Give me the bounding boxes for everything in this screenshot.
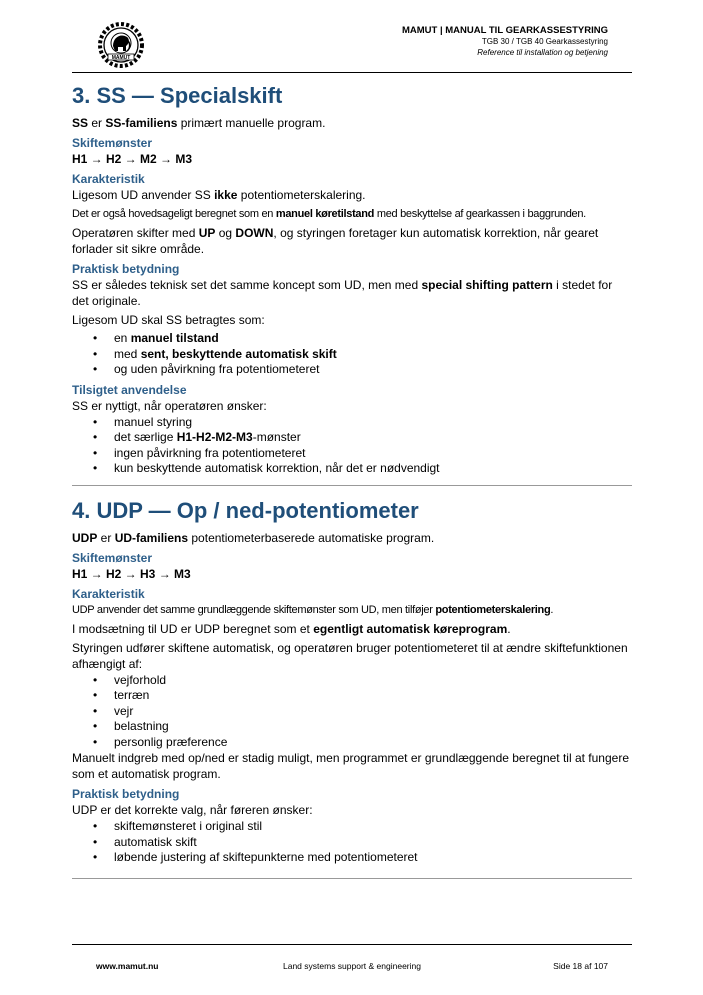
list-item: • vejr bbox=[114, 704, 632, 720]
document-title: MAMUT | MANUAL TIL GEARKASSESTYRING bbox=[401, 25, 608, 36]
section-intro: UDP er UD-familiens potentiometerbaserede automatiske program. bbox=[72, 530, 435, 545]
svg-text:MAMUT: MAMUT bbox=[111, 55, 131, 61]
paragraph: Ligesom UD skal SS betragtes som: bbox=[72, 313, 265, 327]
list-item: • skiftemønsteret i original stil bbox=[114, 819, 632, 835]
list-item: • ingen påvirkning fra potentiometeret bbox=[114, 446, 632, 462]
shift-pattern: H1 → H2 → H3 → M3 bbox=[72, 566, 191, 581]
list-item: • og uden påvirkning fra potentiometeret bbox=[114, 362, 632, 378]
list-item: • vejforhold bbox=[114, 673, 632, 689]
section-intro: SS er SS-familiens primært manuelle program. bbox=[72, 116, 326, 130]
paragraph: Manuelt indgreb med op/ned er stadig muligt, men programmet er grundlæggende beregnet til at fungere som et automatisk program. bbox=[72, 751, 629, 781]
footer-website: www.mamut.nu bbox=[96, 961, 159, 971]
list-item: • en manuel tilstand bbox=[114, 331, 632, 347]
footer-tagline: Land systems support & engineering bbox=[283, 961, 421, 971]
section-ss bbox=[72, 81, 632, 477]
section-udp bbox=[72, 496, 632, 866]
page-header bbox=[72, 14, 632, 73]
section-divider bbox=[72, 485, 632, 486]
paragraph: Det er også hovedsageligt beregnet som en manuel køretilstand med beskyttelse af gearkassen i baggrunden. bbox=[72, 208, 586, 220]
bullet-list bbox=[72, 415, 632, 477]
list-item: • automatisk skift bbox=[114, 835, 632, 851]
paragraph: Ligesom UD anvender SS ikke potentiometerskalering. bbox=[72, 188, 366, 202]
document-note: Reference til installation og betjening bbox=[477, 47, 608, 57]
mamut-logo bbox=[96, 20, 146, 70]
list-item: • løbende justering af skiftepunkterne med potentiometeret bbox=[114, 850, 632, 866]
paragraph: Operatøren skifter med UP og DOWN, og styringen foretager kun automatisk korrektion, når gearet forlader sit sikre område. bbox=[72, 226, 599, 256]
shift-pattern: H1 → H2 → M2 → M3 bbox=[72, 152, 193, 166]
bullet-list bbox=[72, 819, 632, 866]
subheading-characteristics: Karakteristik bbox=[72, 172, 145, 186]
list-item: • personlig præference bbox=[114, 735, 632, 751]
list-item: • kun beskyttende automatisk korrektion, når det er nødvendigt bbox=[114, 461, 632, 477]
list-item: • belastning bbox=[114, 719, 632, 735]
bullet-list bbox=[72, 673, 632, 751]
paragraph: SS er nyttigt, når operatøren ønsker: bbox=[72, 398, 267, 413]
page-content bbox=[72, 81, 632, 889]
subheading-characteristics: Karakteristik bbox=[72, 586, 145, 601]
paragraph: SS er således teknisk set det samme koncept som UD, men med special shifting pattern i stedet for det originale. bbox=[72, 278, 613, 308]
document-subtitle: TGB 30 / TGB 40 Gearkassestyring bbox=[481, 37, 608, 46]
subheading-practical: Praktisk betydning bbox=[72, 262, 180, 276]
subheading-pattern: Skiftemønster bbox=[72, 136, 153, 150]
paragraph: I modsætning til UD er UDP beregnet som et egentligt automatisk køreprogram. bbox=[72, 621, 511, 636]
bullet-list bbox=[72, 331, 632, 378]
section-heading: 4. UDP — Op / ned-potentiometer bbox=[72, 497, 419, 523]
paragraph: UDP er det korrekte valg, når føreren ønsker: bbox=[72, 803, 313, 817]
list-item: • manuel styring bbox=[114, 415, 632, 431]
list-item: • med sent, beskyttende automatisk skift bbox=[114, 347, 632, 363]
page-footer bbox=[72, 944, 632, 975]
paragraph: Styringen udfører skiftene automatisk, og operatøren bruger potentiometeret til at ændre skiftefunktionen afhængigt af: bbox=[72, 640, 628, 671]
list-item: • det særlige H1-H2-M2-M3-mønster bbox=[114, 430, 632, 446]
subheading-practical: Praktisk betydning bbox=[72, 787, 180, 801]
subheading-pattern: Skiftemønster bbox=[72, 550, 153, 565]
subheading-intended-use: Tilsigtet anvendelse bbox=[72, 382, 187, 397]
section-divider bbox=[72, 878, 632, 879]
page-number: Side 18 af 107 bbox=[553, 961, 608, 971]
paragraph: UDP anvender det samme grundlæggende skiftemønster som UD, men tilføjer potentiometerskalering. bbox=[72, 603, 554, 616]
list-item: • terræn bbox=[114, 688, 632, 704]
section-heading: 3. SS — Specialskift bbox=[72, 83, 283, 108]
